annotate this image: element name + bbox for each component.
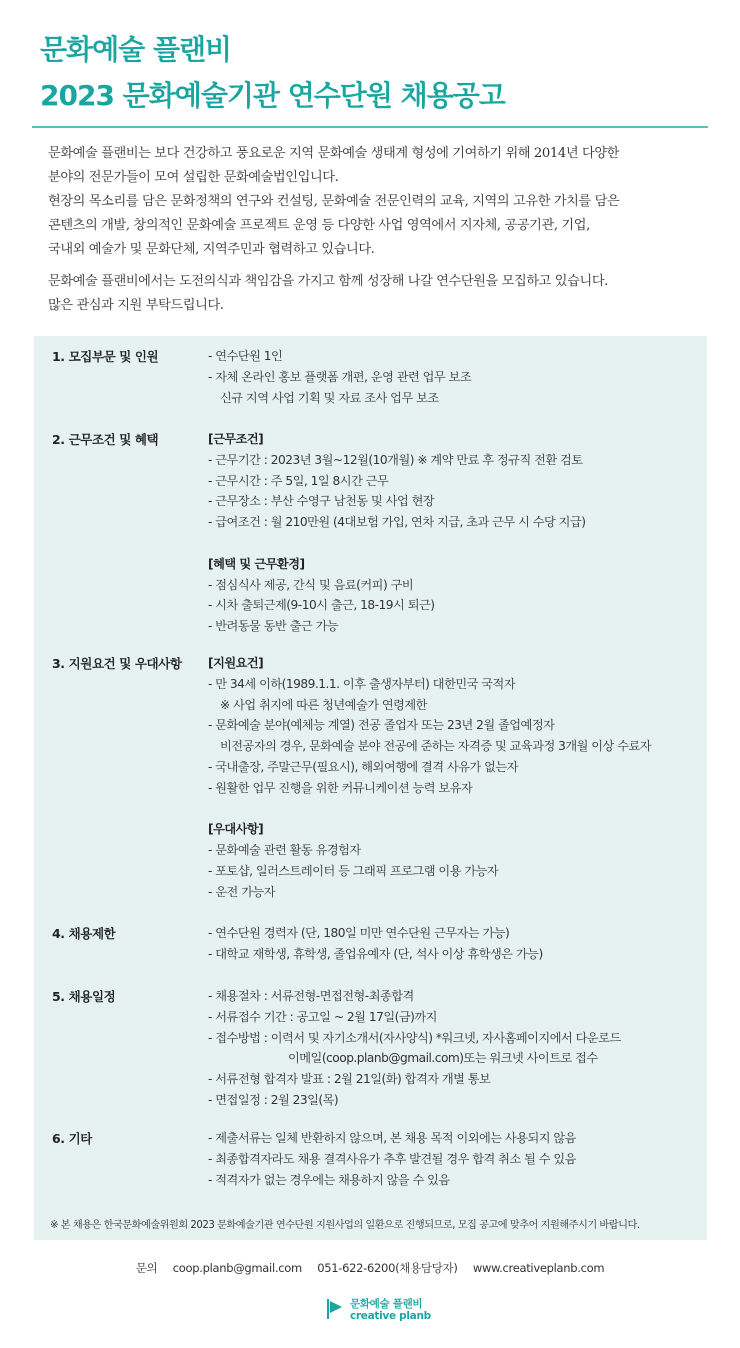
section-line: - 근무장소 : 부산 수영구 남천동 및 사업 현장 bbox=[208, 494, 435, 509]
contact-email[interactable]: coop.planb@gmail.com bbox=[172, 1261, 302, 1275]
contact-phone: 051-622-6200(채용담당자) bbox=[317, 1261, 458, 1275]
intro-line: 분야의 전문가들이 모여 설립한 문화예술법인입니다. bbox=[48, 170, 339, 185]
subsection-title: [근무조건] bbox=[208, 432, 264, 446]
section-heading: 2. 근무조건 및 혜택 bbox=[52, 432, 159, 447]
section-line: - 최종합격자라도 채용 결격사유가 추후 발견될 경우 합격 취소 될 수 있음 bbox=[208, 1151, 576, 1166]
section-line: - 채용절차 : 서류전형-면접전형-최종합격 bbox=[208, 989, 414, 1003]
intro-line: 콘텐츠의 개발, 창의적인 문화예술 프로젝트 운영 등 다양한 사업 영역에서 지자체, 공공기관, 기업, bbox=[48, 218, 590, 233]
section-line: 비전공자의 경우, 문화예술 분야 전공에 준하는 자격증 및 교육과정 3개월 이상 수료자 bbox=[220, 739, 652, 754]
section-line: - 대학교 재학생, 휴학생, 졸업유예자 (단, 석사 이상 휴학생은 가능) bbox=[208, 946, 543, 961]
section-line: - 문화예술 관련 활동 유경험자 bbox=[208, 843, 361, 858]
section-body bbox=[208, 653, 708, 903]
spacer bbox=[208, 533, 708, 554]
play-flag-icon bbox=[326, 1298, 344, 1320]
intro-line: 현장의 목소리를 담은 문화정책의 연구와 컨설팅, 문화예술 전문인력의 교육, 지역의 고유한 가치를 담은 bbox=[48, 194, 620, 209]
contact-line bbox=[0, 1260, 740, 1276]
spacer bbox=[208, 799, 708, 820]
title-line-org: 문화예술 플랜비 bbox=[40, 33, 232, 66]
page-title bbox=[40, 30, 700, 116]
logo-text-ko: 문화예술 플랜비 bbox=[350, 1298, 423, 1310]
section-line: - 국내출장, 주말근무(필요시), 해외여행에 결격 사유가 없는자 bbox=[208, 759, 518, 774]
section-line: - 운전 가능자 bbox=[208, 884, 276, 899]
section-line: - 제출서류는 일체 반환하지 않으며, 본 채용 목적 이외에는 사용되지 않음 bbox=[208, 1131, 576, 1145]
section-line: - 문화예술 분야(예체능 계열) 전공 졸업자 또는 23년 2월 졸업예정자 bbox=[208, 718, 555, 733]
section-body bbox=[208, 1128, 708, 1190]
section-heading: 6. 기타 bbox=[52, 1131, 92, 1146]
section-line: - 접수방법 : 이력서 및 자기소개서(자사양식) *워크넷, 자사홈페이지에서 다운로드 bbox=[208, 1030, 621, 1045]
section-body bbox=[208, 986, 708, 1111]
section-line: - 서류접수 기간 : 공고일 ~ 2월 17일(금)까지 bbox=[208, 1009, 437, 1024]
logo-text-en: creative planb bbox=[350, 1310, 431, 1322]
section-line: - 점심식사 제공, 간식 및 음료(커피) 구비 bbox=[208, 577, 414, 592]
contact-label: 문의 bbox=[135, 1261, 158, 1275]
intro-line: 문화예술 플랜비는 보다 건강하고 풍요로운 지역 문화예술 생태계 형성에 기여하기 위해 2014년 다양한 bbox=[48, 146, 620, 161]
contact-website[interactable]: www.creativeplanb.com bbox=[472, 1261, 605, 1275]
section-line: - 시차 출퇴근제(9-10시 출근, 18-19시 퇴근) bbox=[208, 598, 435, 613]
recruitment-details-panel bbox=[34, 336, 707, 1240]
section-line: - 반려동물 동반 출근 가능 bbox=[208, 619, 339, 634]
section-line: - 근무시간 : 주 5일, 1일 8시간 근무 bbox=[208, 473, 389, 488]
section-line: - 만 34세 이하(1989.1.1. 이후 출생자부터) 대한민국 국적자 bbox=[208, 676, 516, 691]
panel-footnote: ※ 본 채용은 한국문화예술위원회 2023 문화예술기관 연수단원 지원사업의 일환으로 진행되므로, 모집 공고에 맞추어 지원해주시기 바랍니다. bbox=[50, 1220, 640, 1231]
footer-logo bbox=[326, 1296, 446, 1326]
section-line: - 적격자가 없는 경우에는 채용하지 않을 수 있음 bbox=[208, 1172, 450, 1187]
title-line-notice: 2023 문화예술기관 연수단원 채용공고 bbox=[40, 79, 505, 112]
section-line: 이메일(coop.planb@gmail.com)또는 워크넷 사이트로 접수 bbox=[288, 1051, 598, 1066]
title-divider bbox=[32, 126, 708, 128]
section-line: - 포토샵, 일러스트레이터 등 그래픽 프로그램 이용 가능자 bbox=[208, 863, 499, 878]
intro-line: 문화예술 플랜비에서는 도전의식과 책임감을 가지고 함께 성장해 나갈 연수단원을 모집하고 있습니다. bbox=[48, 274, 608, 289]
section-body bbox=[208, 429, 708, 637]
section-heading: 5. 채용일정 bbox=[52, 989, 116, 1004]
section-line: - 면접일정 : 2월 23일(목) bbox=[208, 1092, 339, 1107]
section-line: ※ 사업 취지에 따른 청년예술가 연령제한 bbox=[220, 697, 427, 712]
section-line: - 원활한 업무 진행을 위한 커뮤니케이션 능력 보유자 bbox=[208, 780, 473, 795]
section-line: - 연수단원 1인 bbox=[208, 349, 283, 363]
section-line: - 근무기간 : 2023년 3월~12월(10개월) ※ 계약 만료 후 정규직 전환 검토 bbox=[208, 452, 583, 467]
section-line: - 서류전형 합격자 발표 : 2월 21일(화) 합격자 개별 통보 bbox=[208, 1072, 491, 1087]
subsection-title: [우대사항] bbox=[208, 822, 264, 837]
section-line: - 연수단원 경력자 (단, 180일 미만 연수단원 근무자는 가능) bbox=[208, 926, 510, 940]
section-body bbox=[208, 923, 708, 965]
intro-line: 많은 관심과 지원 부탁드립니다. bbox=[48, 298, 224, 313]
section-body bbox=[208, 346, 708, 408]
section-line: - 급여조건 : 월 210만원 (4대보험 가입, 연차 지급, 초과 근무 시 수당 지급) bbox=[208, 515, 586, 530]
subsection-title: [혜택 및 근무환경] bbox=[208, 556, 305, 571]
intro-line: 국내외 예술가 및 문화단체, 지역주민과 협력하고 있습니다. bbox=[48, 242, 375, 257]
section-heading: 4. 채용제한 bbox=[52, 926, 116, 941]
section-line: 신규 지역 사업 기획 및 자료 조사 업무 보조 bbox=[220, 390, 439, 405]
intro-text bbox=[48, 142, 708, 318]
section-heading: 1. 모집부문 및 인원 bbox=[52, 349, 159, 364]
subsection-title: [지원요건] bbox=[208, 656, 264, 670]
section-line: - 자체 온라인 홍보 플랫폼 개편, 운영 관련 업무 보조 bbox=[208, 369, 472, 384]
section-heading: 3. 지원요건 및 우대사항 bbox=[52, 656, 182, 671]
